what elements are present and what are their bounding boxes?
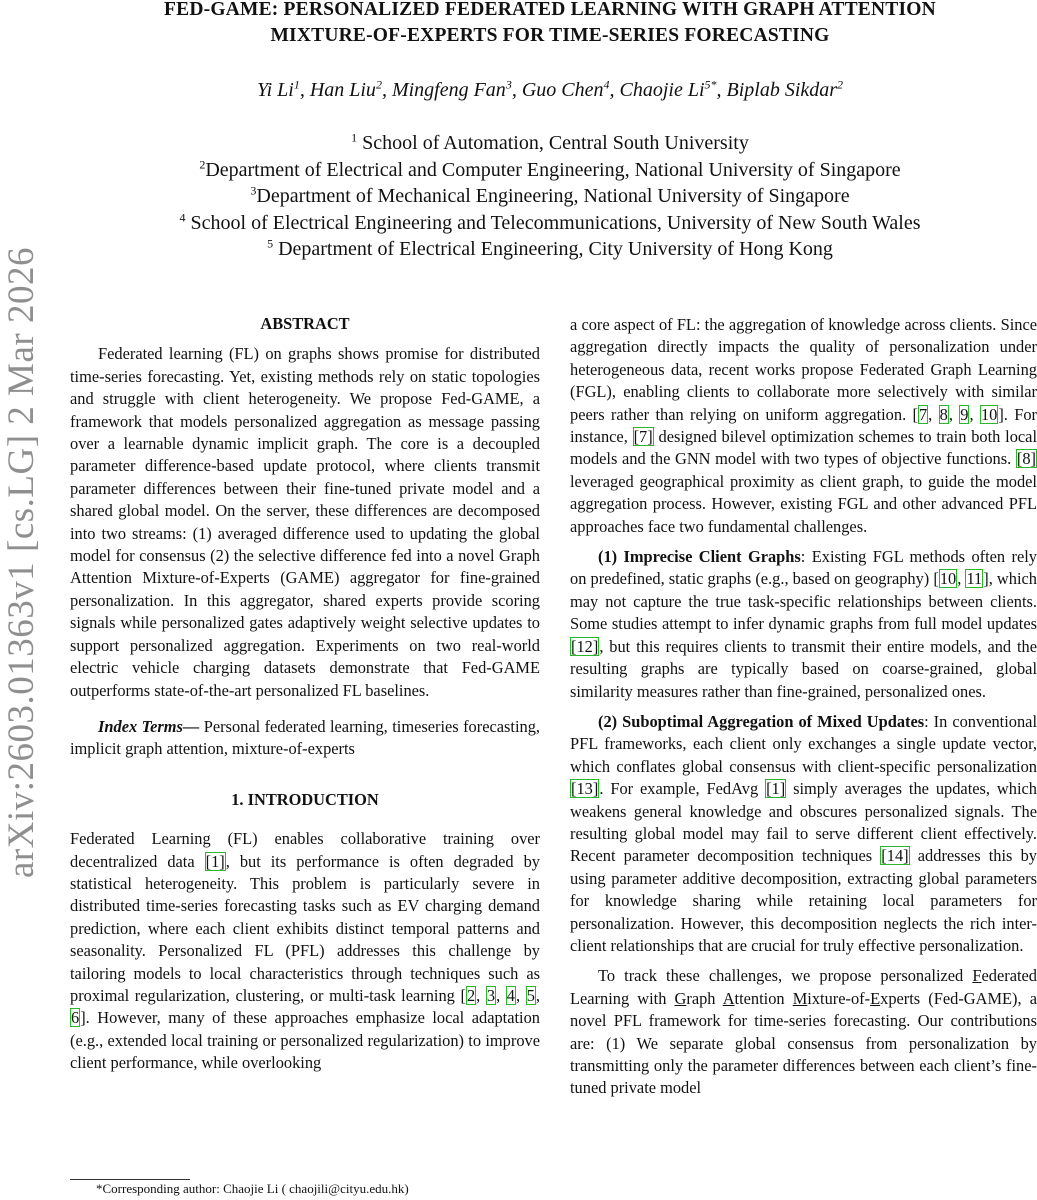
challenge-2-heading: (2) Suboptimal Aggregation of Mixed Updates: [598, 711, 925, 731]
affiliation-line: $^4$ School of Electrical Engineering and Telecommunications, University of New South Wales: [179, 209, 921, 234]
citation-link[interactable]: 2: [466, 985, 476, 1005]
citation-link[interactable]: 5: [526, 985, 535, 1005]
citation-link[interactable]: [13]: [571, 779, 599, 799]
affiliation-line: $^3$Department of Mechanical Engineering, National University of Singapore: [250, 183, 850, 207]
citation-link[interactable]: 10: [980, 404, 998, 424]
author: Mingfeng Fan$^3$,: [391, 77, 522, 101]
paper-title-line-2: MIXTURE-OF-EXPERTS FOR TIME-SERIES FORECASTING: [270, 25, 830, 46]
citation-link[interactable]: 11: [966, 569, 983, 589]
abstract-heading: ABSTRACT: [260, 314, 350, 333]
citation-link[interactable]: 9: [960, 404, 969, 424]
citation-link[interactable]: 6: [71, 1008, 80, 1028]
citation-link[interactable]: 4: [506, 985, 515, 1005]
citation-link[interactable]: [12]: [571, 636, 599, 656]
author: Biplab Sikdar$^2$: [726, 77, 844, 101]
author: Guo Chen$^4$,: [521, 77, 620, 101]
citation-link[interactable]: [8]: [1016, 449, 1036, 469]
proposal-paragraph: To track these challenges, we propose personalized Federated Learning with Graph Attention Mixture-of-Experts (Fed-GAME), a novel PFL framework for time-series forecasting. Our contributions are: (1) We separate global consensus from personalization by transmitting only the parameter differences between each client’s fine-tuned private model: [570, 966, 1037, 1098]
affiliation-line: $^5$ Department of Electrical Engineering, City University of Hong Kong: [267, 236, 833, 260]
author-corresponding: Chaojie $Li^{5*}$,: [619, 77, 727, 101]
introduction-heading: 1. INTRODUCTION: [231, 789, 379, 809]
abstract-body: Federated learning (FL) on graphs shows promise for distributed time-series forecasting. Yet, existing methods rely on static topologies and struggle with client heterogeneity. We propose Fed-GAME, a framework that models personalized aggregation as message passing over a learnable dynamic implicit graph. The core is a decoupled parameter difference-based update protocol, where clients transmit parameter differences between their fine-tuned private model and a shared global model. On the server, these differences are decomposed into two streams: (1) averaged difference used to updating the global model for consensus (2) the selective difference fed into a novel Graph Attention Mixture-of-Experts (GAME) aggregator for fine-grained personalization. In this aggregator, shared experts provide scoring signals while personalized gates adaptively weight selective updates to support personalized aggregation. Experiments on two real-world electric vehicle charging datasets demonstrate that Fed-GAME outperforms state-of-the-art personalized FL baselines.: [70, 344, 540, 700]
author: Yi Li$^1$,: [256, 77, 310, 101]
footnote-divider: [70, 1179, 190, 1180]
intro-paragraph: Federated Learning (FL) enables collaborative training over decentralized data [1], but its performance is often degraded by statistical heterogeneity. This problem is particularly severe in distributed time-series forecasting tasks such as EV charging demand prediction, where each client exhibits distinct temporal patterns and seasonality. Personalized FL (PFL) addresses this challenge by tailoring models to local characteristics through techniques such as proximal regularization, clustering, or multi-task learning [2, 3, 4, 5, 6]. However, many of these approaches emphasize local adaptation (e.g., extended local training or personalized regularization) to improve client performance, while overlooking: [70, 829, 541, 1073]
right-column: [570, 314, 1037, 1100]
citation-link[interactable]: [14]: [881, 846, 909, 866]
affiliation-line: $^2$Department of Electrical and Computer Engineering, National University of Singapore: [199, 156, 901, 181]
paper-title-line-1: FED-GAME: PERSONALIZED FEDERATED LEARNING WITH GRAPH ATTENTION: [164, 0, 936, 20]
citation-link[interactable]: 7: [918, 404, 928, 424]
body-paragraph: a core aspect of FL: the aggregation of knowledge across clients. Since aggregation directly impacts the quality of personalization under heterogeneous data, recent works propose Federated Graph Learning (FGL), enabling clients to collaborate more selectively with similar peers rather than relying on uniform aggregation. [7, 8, 9, 10]. For instance, [7] designed bilevel optimization schemes to train both local models and the GNN model with two types of objective functions. [8] leveraged geographical proximity as client graph, to guide the model aggregation process. However, existing FGL and other advanced PFL approaches face two fundamental challenges.: [570, 315, 1037, 536]
paper-title: [60, 0, 1037, 49]
citation-link[interactable]: [1]: [766, 779, 786, 799]
challenge-1-heading: (1) Imprecise Client Graphs: [598, 547, 801, 567]
affiliation-list: [60, 130, 1037, 263]
author: Han Liu$^2$,: [309, 77, 392, 101]
arxiv-identifier-stamp[interactable]: arXiv:2603.01363v1 [cs.LG] 2 Mar 2026: [1, 247, 42, 878]
challenge-2-paragraph: (2) Suboptimal Aggregation of Mixed Updates: In conventional PFL frameworks, each client only exchanges a single update vector, which conflates global consensus with client-specific personalization [13]. For example, FedAvg [1] simply averages the updates, which weakens general knowledge and obscures personalized signals. The resulting global model may fail to serve different client effectively. Recent parameter decomposition techniques [14] addresses this by using parameter additive decomposition, extracting global parameters for knowledge sharing while retaining local parameters for personalization. However, this decomposition neglects the rich inter-client relationships that are crucial for truly effective personalization.: [570, 711, 1037, 955]
index-terms: Index Terms— Personal federated learning, timeseries forecasting, implicit graph attention, mixture-of-experts: [70, 716, 541, 759]
corresponding-author-footnote: *Corresponding author: Chaojie Li ( chaojili@cityu.edu.hk): [96, 1181, 409, 1196]
citation-link[interactable]: 10: [939, 569, 957, 589]
citation-link[interactable]: [1]: [205, 851, 225, 871]
author-list: [60, 76, 1037, 104]
left-column: [70, 313, 540, 1075]
citation-link[interactable]: [7]: [633, 427, 653, 447]
citation-link[interactable]: 3: [486, 985, 496, 1005]
citation-link[interactable]: 8: [939, 404, 948, 424]
affiliation-line: $^1$ School of Automation, Central South University: [351, 130, 749, 154]
challenge-1-paragraph: (1) Imprecise Client Graphs: Existing FGL methods often rely on predefined, static graphs (e.g., based on geography) [10, 11], which may not capture the true task-specific relationships between clients. Some studies attempt to infer dynamic graphs from full model updates [12], but this requires clients to transmit their entire models, and the resulting graphs are typically based on coarse-grained, global similarity measures rather than fine-grained, personalized ones.: [570, 547, 1037, 701]
